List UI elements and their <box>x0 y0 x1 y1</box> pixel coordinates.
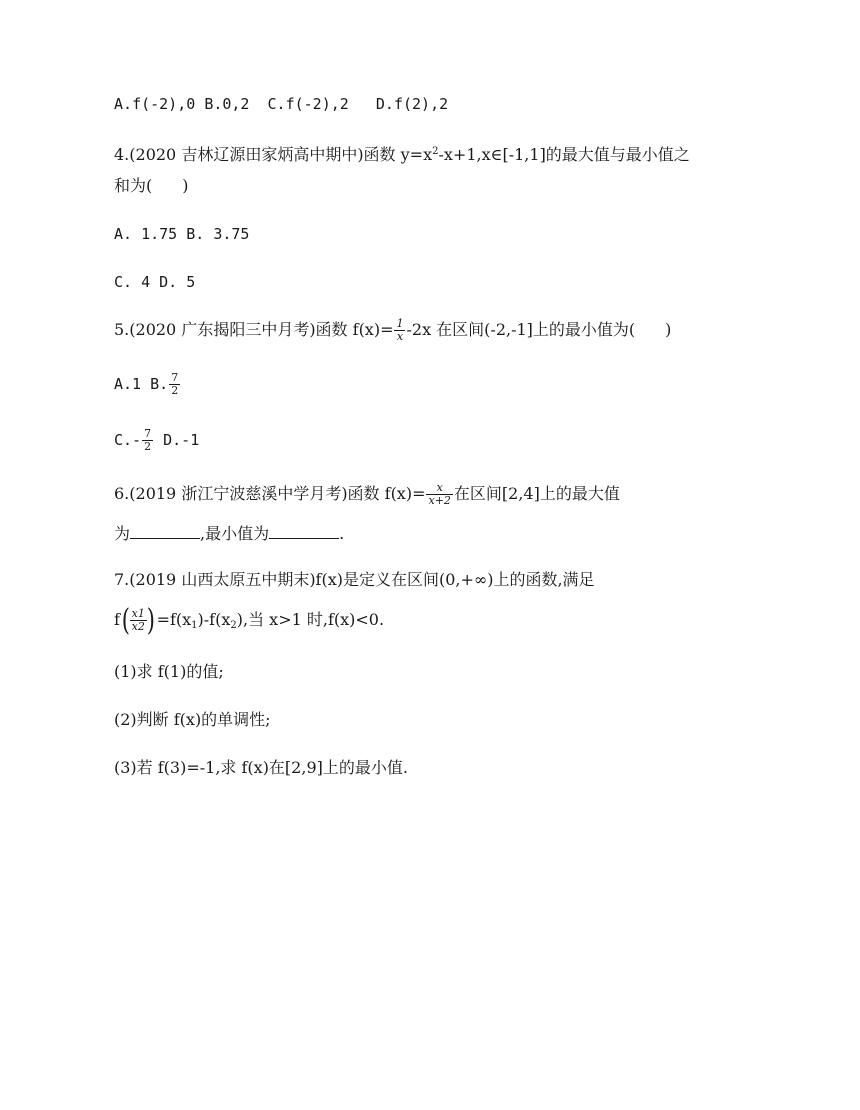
q6-blank-max[interactable] <box>130 524 200 539</box>
q3-options <box>114 94 448 114</box>
q5-fraction-den: x <box>396 330 404 343</box>
q5-fraction-num: 1 <box>396 317 404 330</box>
q5-option-b-fraction <box>169 372 180 397</box>
q7-cond-num: x1 <box>131 607 145 620</box>
q5-stem-part-b: -2x 在区间(-2,-1]上的最小值为( <box>406 320 636 339</box>
q5-options-line2 <box>114 428 199 453</box>
q3-option-a-label: A. <box>114 95 133 113</box>
q3-option-b-label: B. <box>204 95 223 113</box>
q7-cond-sub2: 2 <box>230 620 237 631</box>
q6-line2-part-c: . <box>339 524 345 543</box>
q6-stem-part-b: 在区间[2,4]上的最大值 <box>453 484 620 503</box>
q7-cond-f: f <box>114 610 120 629</box>
q5-stem-part-c: ) <box>665 320 672 339</box>
q4-stem-part-b: -x+1,x∈[-1,1]的最大值与最小值之 <box>438 145 690 164</box>
q3-option-b: 0,2 <box>222 95 250 113</box>
q5-option-b-num: 7 <box>171 371 179 384</box>
q7-right-paren: ) <box>146 602 155 638</box>
q6-stem-line2 <box>114 524 344 544</box>
q3-option-d: f(2),2 <box>393 95 449 113</box>
q5-option-c-fraction <box>142 428 153 453</box>
q6-stem-part-a: 6.(2019 浙江宁波慈溪中学月考)函数 f(x)= <box>114 484 426 503</box>
q7-cond-rest-b: )-f(x <box>197 610 231 629</box>
q7-condition <box>114 604 384 642</box>
q4-options-line1: A. 1.75 B. 3.75 <box>114 225 250 243</box>
q6-blank-min[interactable] <box>269 524 339 539</box>
q7-cond-rest-a: =f(x <box>156 610 192 629</box>
q5-stem-part-a: 5.(2020 广东揭阳三中月考)函数 f(x)= <box>114 320 394 339</box>
q7-stem: 7.(2019 山西太原五中期末)f(x)是定义在区间(0,+∞)上的函数,满足 <box>114 570 595 589</box>
q3-option-c-label: C. <box>267 95 286 113</box>
q7-part1: (1)求 f(1)的值; <box>114 662 224 681</box>
q6-line2-part-a: 为 <box>114 524 131 543</box>
q3-option-d-label: D. <box>375 95 394 113</box>
q4-exponent: 2 <box>432 146 439 157</box>
q7-cond-rest-c: ),当 x>1 时,f(x)<0. <box>236 610 385 629</box>
q7-left-paren: ( <box>121 602 130 638</box>
q5-option-a-b-text: A.1 B. <box>114 375 169 393</box>
q7-part3: (3)若 f(3)=-1,求 f(x)在[2,9]上的最小值. <box>114 758 408 777</box>
q3-option-a: f(-2),0 <box>132 95 196 113</box>
q6-stem <box>114 482 620 507</box>
q4-stem-line2 <box>114 176 189 196</box>
q5-option-c-den: 2 <box>144 440 152 453</box>
q5-option-c-prefix: C.- <box>114 431 142 449</box>
q7-cond-fraction <box>130 608 147 633</box>
q5-fraction <box>394 318 405 343</box>
q4-options-line2: C. 4 D. 5 <box>114 273 196 291</box>
q5-stem <box>114 318 671 343</box>
q4-stem <box>114 142 690 165</box>
q4-stem-part-d: ) <box>182 176 189 195</box>
q7-cond-den: x2 <box>131 620 145 633</box>
q4-stem-part-c: 和为( <box>114 176 153 195</box>
q5-option-b-den: 2 <box>171 384 179 397</box>
q6-fraction-den: x+2 <box>428 494 451 507</box>
q3-option-c: f(-2),2 <box>285 95 349 113</box>
q5-option-c-num: 7 <box>144 427 152 440</box>
q5-options-line1 <box>114 372 181 397</box>
q5-option-d: D.-1 <box>154 431 200 449</box>
q6-line2-part-b: ,最小值为 <box>200 524 270 543</box>
q7-cond-sub1: 1 <box>191 620 198 631</box>
q4-stem-part-a: 4.(2020 吉林辽源田家炳高中期中)函数 y=x <box>114 145 433 164</box>
q6-fraction-num: x <box>426 482 452 495</box>
q7-part2: (2)判断 f(x)的单调性; <box>114 710 271 729</box>
q6-fraction <box>426 482 452 507</box>
